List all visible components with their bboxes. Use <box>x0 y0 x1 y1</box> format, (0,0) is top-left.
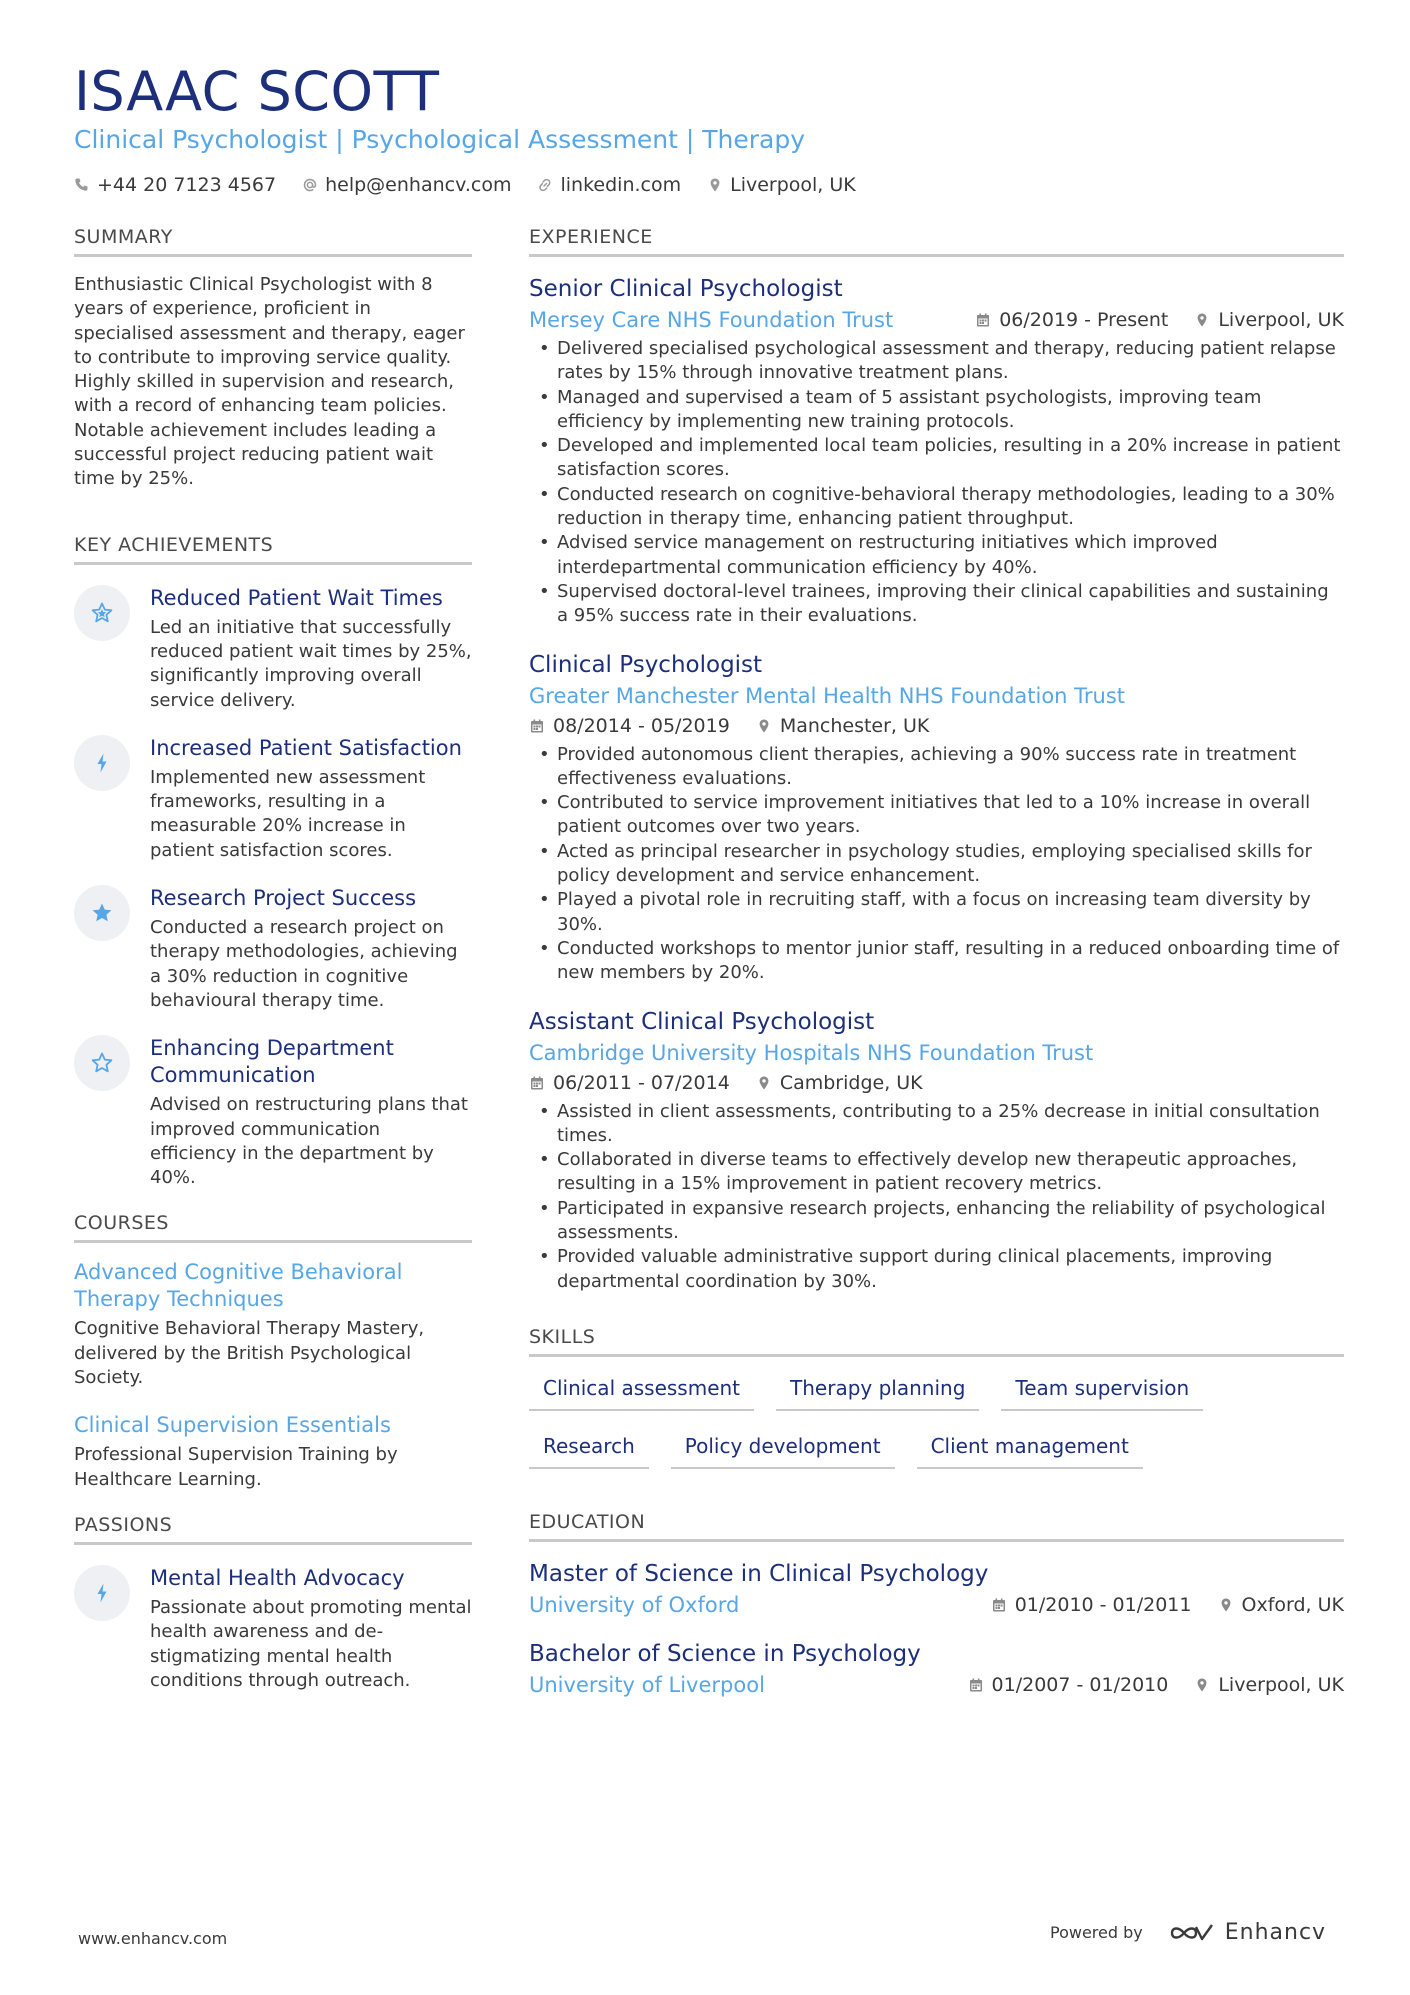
passions-section <box>74 1514 472 1693</box>
achievement-desc: Advised on restructuring plans that improved communication efficiency in the department by 40%. <box>150 1094 468 1189</box>
skill-tag: Policy development <box>671 1431 895 1469</box>
achievement-item <box>74 735 472 863</box>
job-bullet: • Supervised doctoral-level trainees, improving their clinical capabilities and sustaining a 95% success rate in their evaluations. <box>529 580 1344 629</box>
achievement-title: Reduced Patient Wait Times <box>150 585 443 610</box>
education-location <box>1194 1670 1344 1700</box>
job-bullet: • Acted as principal researcher in psychology studies, employing specialised skills for policy development and service enhancement. <box>529 840 1344 889</box>
achievements-section <box>74 534 472 1191</box>
location-pin-icon <box>1194 1677 1210 1693</box>
course-item <box>74 1412 472 1492</box>
experience-section <box>529 226 1344 1294</box>
job-bullets <box>529 1100 1344 1294</box>
contact-phone-text: +44 20 7123 4567 <box>97 174 277 196</box>
experience-heading: EXPERIENCE <box>529 226 1344 257</box>
job-title: Clinical Psychologist <box>529 651 763 678</box>
link-icon <box>537 177 553 193</box>
calendar-icon <box>529 1075 545 1091</box>
star-filled-icon <box>90 901 114 925</box>
job-company: Mersey Care NHS Foundation Trust <box>529 308 894 332</box>
passion-title: Mental Health Advocacy <box>150 1565 405 1590</box>
job-location-text: Manchester, UK <box>779 714 930 737</box>
star-outline-icon <box>90 601 114 625</box>
brand-name: Enhancv <box>1224 1920 1327 1945</box>
contact-linkedin-text[interactable]: linkedin.com <box>560 174 682 196</box>
achievement-item <box>74 1035 472 1190</box>
contact-email[interactable] <box>302 174 511 196</box>
job-company: Greater Manchester Mental Health NHS Foundation Trust <box>529 683 1126 708</box>
skills-section <box>529 1326 1344 1469</box>
job-bullet: • Managed and supervised a team of 5 assistant psychologists, improving team efficiency by implementing new training protocols. <box>529 386 1344 435</box>
job-bullet: • Advised service management on restructuring initiatives which improved interdepartmental communication efficiency by 40%. <box>529 531 1344 580</box>
job-dates-text: 06/2019 - Present <box>999 309 1169 331</box>
achievement-title: Enhancing Department Communication <box>150 1036 394 1088</box>
education-dates <box>991 1590 1192 1620</box>
achievement-desc: Conducted a research project on therapy methodologies, achieving a 30% reduction in cognitive behavioural therapy time. <box>150 917 458 1011</box>
education-heading: EDUCATION <box>529 1511 1344 1542</box>
job-title: Assistant Clinical Psychologist <box>529 1008 875 1035</box>
job-bullet: • Participated in expansive research projects, enhancing the reliability of psychological assessments. <box>529 1197 1344 1246</box>
bolt-icon <box>90 1581 114 1605</box>
job-company: Cambridge University Hospitals NHS Foundation Trust <box>529 1040 1094 1065</box>
job-entry <box>529 1006 1344 1294</box>
calendar-icon <box>968 1677 984 1693</box>
bolt-icon <box>90 751 114 775</box>
job-dates-text: 06/2011 - 07/2014 <box>553 1071 730 1094</box>
education-location <box>1218 1590 1345 1620</box>
job-location <box>1194 305 1344 335</box>
education-location-text: Oxford, UK <box>1241 1593 1344 1616</box>
achievement-icon-badge <box>74 1035 130 1091</box>
passion-item <box>74 1565 472 1693</box>
at-icon <box>302 177 318 193</box>
courses-section <box>74 1212 472 1491</box>
job-bullet: • Conducted research on cognitive-behavioral therapy methodologies, leading to a 30% reduction in therapy time, enhancing patient throughput. <box>529 483 1344 532</box>
course-title: Clinical Supervision Essentials <box>74 1413 391 1438</box>
candidate-tagline: Clinical Psychologist | Psychological Assessment | Therapy <box>74 125 806 154</box>
job-entry <box>529 273 1344 629</box>
summary-text: Enthusiastic Clinical Psychologist with 8 years of experience, proficient in specialised assessment and therapy, eager to contribute to improving service quality. Highly skilled in supervision and research, with a record of enhancing team policies. Notable achievement includes leading a successful project reducing patient wait time by 25%. <box>74 274 465 490</box>
achievements-heading: KEY ACHIEVEMENTS <box>74 534 472 565</box>
education-degree: Master of Science in Clinical Psychology <box>529 1560 989 1587</box>
phone-icon <box>74 177 90 193</box>
powered-by-label: Powered by <box>1050 1923 1143 1942</box>
education-dates-text: 01/2007 - 01/2010 <box>991 1673 1169 1696</box>
contact-email-text[interactable]: help@enhancv.com <box>325 174 512 196</box>
job-bullets <box>529 743 1344 986</box>
course-desc: Cognitive Behavioral Therapy Mastery, delivered by the British Psychological Society. <box>74 1318 425 1389</box>
job-dates <box>975 305 1168 335</box>
calendar-icon <box>529 718 545 734</box>
location-pin-icon <box>1194 312 1210 328</box>
passion-desc: Passionate about promoting mental health awareness and de-stigmatizing mental health conditions through outreach. <box>150 1596 472 1691</box>
job-dates <box>529 1068 730 1098</box>
enhancv-logo-icon <box>1169 1921 1215 1945</box>
education-entry <box>529 1558 1344 1620</box>
course-title: Advanced Cognitive Behavioral Therapy Techniques <box>74 1260 403 1312</box>
skill-tag: Clinical assessment <box>529 1373 754 1411</box>
location-pin-icon <box>707 177 723 193</box>
brand-logo[interactable] <box>1169 1920 1326 1945</box>
education-location-text: Liverpool, UK <box>1218 1673 1344 1696</box>
achievement-icon-badge <box>74 885 130 941</box>
job-bullet: • Delivered specialised psychological assessment and therapy, reducing patient relapse rates by 15% through innovative treatment plans. <box>529 337 1344 386</box>
courses-heading: COURSES <box>74 1212 472 1243</box>
location-pin-icon <box>756 718 772 734</box>
calendar-icon <box>991 1597 1007 1613</box>
job-location <box>756 711 930 741</box>
contact-phone <box>74 174 276 196</box>
footer-website[interactable]: www.enhancv.com <box>78 1929 228 1948</box>
education-dates <box>968 1670 1169 1700</box>
footer-branding <box>1050 1920 1326 1945</box>
contact-linkedin[interactable] <box>537 174 681 196</box>
job-dates <box>529 711 730 741</box>
job-bullet: • Conducted workshops to mentor junior staff, resulting in a reduced onboarding time of new members by 20%. <box>529 937 1344 986</box>
education-dates-text: 01/2010 - 01/2011 <box>1014 1593 1192 1616</box>
achievement-desc: Implemented new assessment frameworks, resulting in a measurable 20% increase in patient satisfaction scores. <box>150 766 426 861</box>
skill-tag: Client management <box>917 1431 1143 1469</box>
candidate-name: ISAAC SCOTT <box>74 60 440 123</box>
contact-location-text: Liverpool, UK <box>730 174 856 196</box>
job-bullets <box>529 337 1344 629</box>
skills-heading: SKILLS <box>529 1326 1344 1357</box>
achievement-title: Research Project Success <box>150 886 417 911</box>
course-item <box>74 1259 472 1390</box>
achievement-desc: Led an initiative that successfully reduced patient wait times by 25%, significantly improving overall service delivery. <box>150 616 472 711</box>
job-bullet: • Provided valuable administrative support during clinical placements, improving departmental coordination by 30%. <box>529 1245 1344 1294</box>
passion-icon-badge <box>74 1565 130 1621</box>
achievement-title: Increased Patient Satisfaction <box>150 735 462 760</box>
education-school: University of Oxford <box>529 1592 740 1617</box>
skill-tag: Research <box>529 1431 649 1469</box>
star-outline-icon <box>90 1051 114 1075</box>
job-location-text: Liverpool, UK <box>1218 309 1344 331</box>
job-location-text: Cambridge, UK <box>779 1071 923 1094</box>
calendar-icon <box>975 312 991 328</box>
job-bullet: • Assisted in client assessments, contributing to a 25% decrease in initial consultation times. <box>529 1100 1344 1149</box>
job-dates-text: 08/2014 - 05/2019 <box>553 714 730 737</box>
education-entry <box>529 1638 1344 1700</box>
contact-location <box>707 174 856 196</box>
location-pin-icon <box>1218 1597 1234 1613</box>
education-section <box>529 1511 1344 1700</box>
location-pin-icon <box>756 1075 772 1091</box>
skills-list <box>529 1373 1344 1469</box>
resume-header <box>74 58 1344 196</box>
job-bullet: • Developed and implemented local team policies, resulting in a 20% increase in patient satisfaction scores. <box>529 434 1344 483</box>
course-desc: Professional Supervision Training by Healthcare Learning. <box>74 1444 398 1490</box>
right-column <box>529 226 1344 1714</box>
job-entry <box>529 649 1344 986</box>
education-school: University of Liverpool <box>529 1672 765 1697</box>
left-column <box>74 226 472 1715</box>
job-location <box>756 1068 923 1098</box>
passions-heading: PASSIONS <box>74 1514 472 1545</box>
summary-heading: SUMMARY <box>74 226 472 257</box>
education-degree: Bachelor of Science in Psychology <box>529 1640 921 1667</box>
job-bullet: • Played a pivotal role in recruiting staff, with a focus on increasing team diversity by 30%. <box>529 888 1344 937</box>
job-bullet: • Collaborated in diverse teams to effectively develop new therapeutic approaches, resulting in a 15% improvement in patient recovery metrics. <box>529 1148 1344 1197</box>
summary-section <box>74 226 472 492</box>
job-bullet: • Provided autonomous client therapies, achieving a 90% success rate in treatment effectiveness evaluations. <box>529 743 1344 792</box>
job-bullet: • Contributed to service improvement initiatives that led to a 10% increase in overall patient outcomes over two years. <box>529 791 1344 840</box>
achievement-icon-badge <box>74 735 130 791</box>
contact-bar <box>74 174 1344 196</box>
skill-tag: Therapy planning <box>776 1373 979 1411</box>
achievement-item <box>74 585 472 713</box>
job-title: Senior Clinical Psychologist <box>529 276 843 302</box>
achievement-icon-badge <box>74 585 130 641</box>
achievement-item <box>74 885 472 1013</box>
skill-tag: Team supervision <box>1001 1373 1203 1411</box>
